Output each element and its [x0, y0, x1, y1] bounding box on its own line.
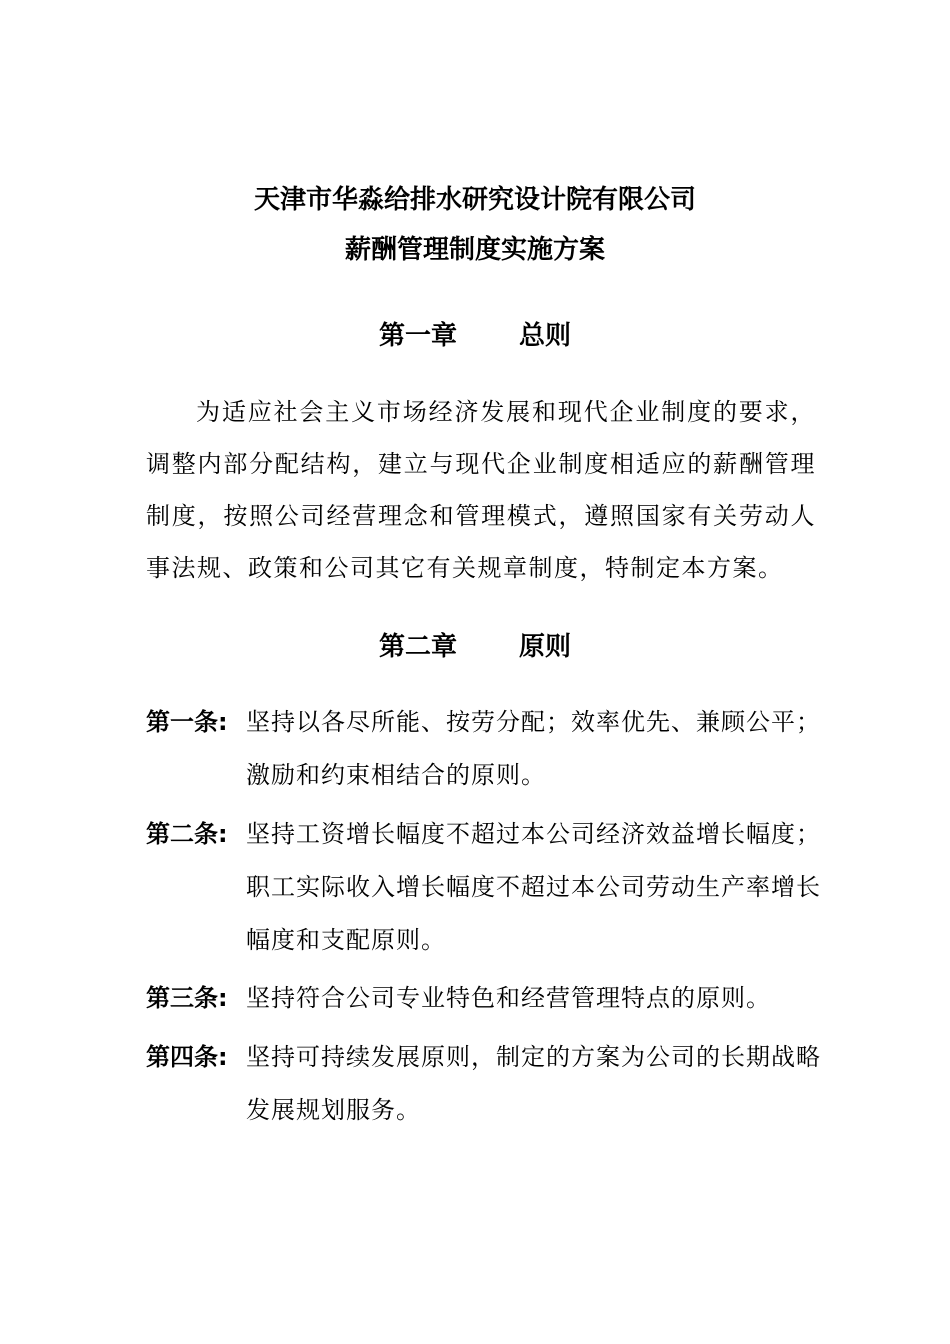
article-2-label: 第二条: [146, 820, 228, 848]
article-1-text: 坚持以各尽所能、按劳分配；效率优先、兼顾公平；激励和约束相结合的原则。 [246, 708, 821, 789]
article-3-label: 第三条: [146, 984, 228, 1012]
chapter-2-heading [0, 630, 950, 664]
article-4 [146, 1031, 821, 1137]
document-title-line1: 天津市华淼给排水研究设计院有限公司 [253, 185, 696, 215]
chapter-2-number: 第二章 [378, 632, 457, 662]
chapter-2-name: 原则 [519, 632, 572, 662]
article-2 [146, 808, 821, 967]
article-1 [146, 696, 821, 802]
article-1-label: 第一条: [146, 708, 228, 736]
article-3-text: 坚持符合公司专业特色和经营管理特点的原则。 [246, 984, 771, 1012]
document-title-line2: 薪酬管理制度实施方案 [344, 235, 605, 265]
chapter-1-heading [0, 319, 950, 353]
article-2-text: 坚持工资增长幅度不超过本公司经济效益增长幅度；职工实际收入增长幅度不超过本公司劳动生产率增长幅度和支配原则。 [246, 820, 821, 954]
article-3 [146, 972, 821, 1025]
article-4-label: 第四条: [146, 1043, 228, 1071]
article-4-text: 坚持可持续发展原则，制定的方案为公司的长期战略发展规划服务。 [246, 1043, 821, 1124]
chapter-1-number: 第一章 [378, 321, 457, 351]
chapter-1-name: 总则 [519, 321, 572, 351]
chapter-1-paragraph: 为适应社会主义市场经济发展和现代企业制度的要求，调整内部分配结构，建立与现代企业制度相适应的薪酬管理制度，按照公司经营理念和管理模式，遵照国家有关劳动人事法规、政策和公司其它有关规章制度，特制定本方案。 [146, 398, 816, 582]
